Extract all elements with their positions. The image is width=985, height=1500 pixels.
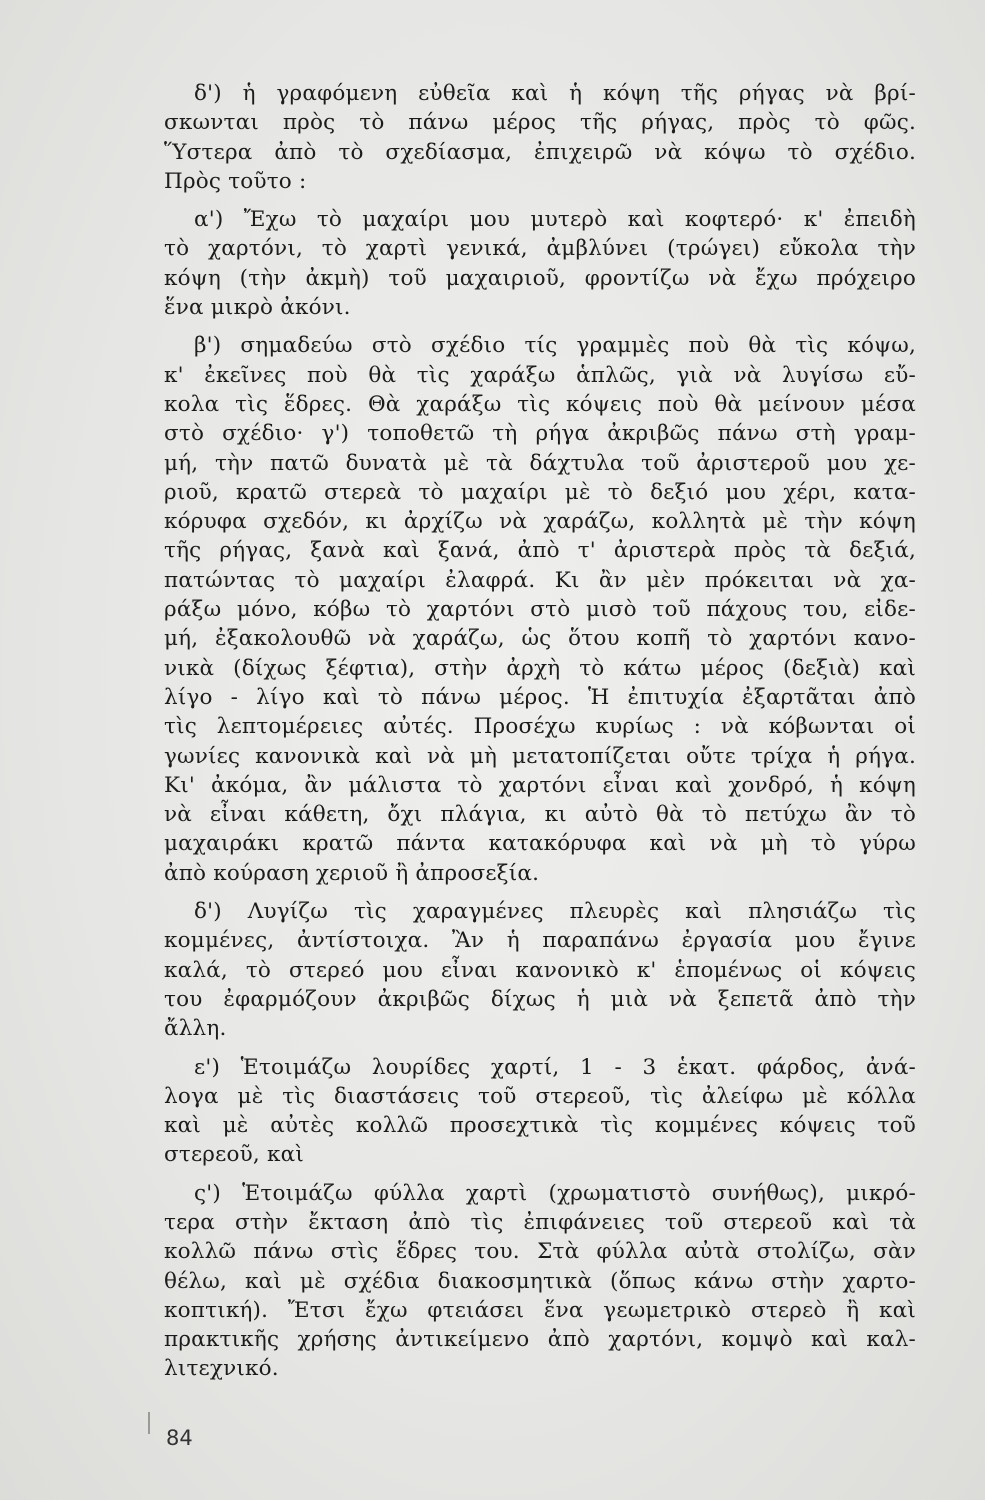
text-line: δ') Λυγίζω τὶς χαραγμένες πλευρὲς καὶ πλησιάζω τὶς [194,899,916,925]
text-line: γωνίες κανονικὰ καὶ νὰ μὴ μετατοπίζεται οὔτε τρίχα ἡ ρήγα. [164,743,916,769]
paragraph [164,1179,916,1384]
paragraph-gap [164,888,916,897]
text-line: ἀπὸ κούραση χεριοῦ ἢ ἀπροσεξία. [164,860,540,886]
paragraph-gap [164,1170,916,1179]
text-line: ἕνα μικρὸ ἀκόνι. [164,295,351,321]
text-line: κόρυφα σχεδόν, κι ἀρχίζω νὰ χαράζω, κολλητὰ μὲ τὴν κόψη [164,509,916,535]
page-number: 84 [166,1426,193,1450]
text-line: λογα μὲ τὶς διαστάσεις τοῦ στερεοῦ, τὶς ἀλείφω μὲ κόλλα [164,1083,916,1109]
text-line: Ὕστερα ἀπὸ τὸ σχεδίασμα, ἐπιχειρῶ νὰ κόψω τὸ σχέδιο. [164,139,916,165]
text-line: του ἐφαρμόζουν ἀκριβῶς δίχως ἡ μιὰ νὰ ξεπετᾶ ἀπὸ τὴν [164,986,916,1012]
paragraph [164,1053,916,1170]
text-line: ράξω μόνο, κόβω τὸ χαρτόνι στὸ μισὸ τοῦ πάχους του, εἰδε- [164,597,916,623]
paragraph [164,205,916,322]
text-line: καὶ μὲ αὐτὲς κολλῶ προσεχτικὰ τὶς κομμένες κόψεις τοῦ [164,1113,916,1139]
text-line: δ') ἡ γραφόμενη εὐθεῖα καὶ ἡ κόψη τῆς ρήγας νὰ βρί- [194,81,916,106]
text-line: α') Ἔχω τὸ μαχαίρι μου μυτερὸ καὶ κοφτερό· κ' ἐπειδὴ [194,207,916,233]
text-line: Κι' ἀκόμα, ἂν μάλιστα τὸ χαρτόνι εἶναι καὶ χονδρό, ἡ κόψη [164,772,916,798]
text-line: σκωνται πρὸς τὸ πάνω μέρος τῆς ρήγας, πρὸς τὸ φῶς. [164,110,916,136]
paragraph [164,897,916,1043]
margin-mark [148,1412,150,1434]
text-line: κολλῶ πάνω στὶς ἕδρες του. Στὰ φύλλα αὐτὰ στολίζω, σὰν [164,1239,916,1265]
text-line: στὸ σχέδιο· γ') τοποθετῶ τὴ ρήγα ἀκριβῶς πάνω στὴ γραμ- [164,421,916,447]
text-line: β') σημαδεύω στὸ σχέδιο τίς γραμμὲς ποὺ θὰ τὶς κόψω, [194,333,916,359]
text-line: ε') Ἑτοιμάζω λουρίδες χαρτί, 1 - 3 ἑκατ. φάρδος, ἀνά- [194,1054,916,1080]
text-line: κ' ἐκεῖνες ποὺ θὰ τὶς χαράξω ἁπλῶς, γιὰ νὰ λυγίσω εὔ- [164,362,916,388]
text-line: νικὰ (δίχως ξέφτια), στὴν ἀρχὴ τὸ κάτω μέρος (δεξιὰ) καὶ [164,655,916,681]
text-line: ἄλλη. [164,1016,227,1042]
text-line: πρακτικῆς χρήσης ἀντικείμενο ἀπὸ χαρτόνι, κομψὸ καὶ καλ- [164,1327,916,1353]
paragraph-gap [164,196,916,205]
text-line: μή, τὴν πατῶ δυνατὰ μὲ τὰ δάχτυλα τοῦ ἀριστεροῦ μου χε- [164,450,916,476]
paragraph-gap [164,322,916,331]
text-line: πατώντας τὸ μαχαίρι ἐλαφρά. Κι ἂν μὲν πρόκειται νὰ χα- [164,567,916,593]
paragraph [164,79,916,196]
text-line: θέλω, καὶ μὲ σχέδια διακοσμητικὰ (ὅπως κάνω στὴν χαρτο- [164,1268,916,1294]
text-line: ς') Ἑτοιμάζω φύλλα χαρτὶ (χρωματιστὸ συνήθως), μικρό- [194,1180,916,1206]
text-line: μαχαιράκι κρατῶ πάντα κατακόρυφα καὶ νὰ μὴ τὸ γύρω [164,831,916,857]
text-line: τῆς ρήγας, ξανὰ καὶ ξανά, ἀπὸ τ' ἀριστερὰ πρὸς τὰ δεξιά, [164,538,916,564]
paragraph [164,331,916,888]
text-line: λίγο - λίγο καὶ τὸ πάνω μέρος. Ἡ ἐπιτυχία ἐξαρτᾶται ἀπὸ [164,684,916,710]
text-line: ριοῦ, κρατῶ στερεὰ τὸ μαχαίρι μὲ τὸ δεξιό μου χέρι, κατα- [164,479,916,505]
text-line: μή, ἐξακολουθῶ νὰ χαράζω, ὡς ὅτου κοπῆ τὸ χαρτόνι κανο- [164,626,916,652]
text-line: τὶς λεπτομέρειες αὐτές. Προσέχω κυρίως : νὰ κόβωνται οἱ [164,714,916,740]
body-text [164,79,916,1384]
text-line: κόψη (τὴν ἀκμὴ) τοῦ μαχαιριοῦ, φροντίζω νὰ ἔχω πρόχειρο [164,265,916,291]
text-line: κολα τὶς ἕδρες. Θὰ χαράξω τὶς κόψεις ποὺ θὰ μείνουν μέσα [164,391,916,417]
text-line: λιτεχνικό. [164,1356,279,1382]
text-line: κομμένες, ἀντίστοιχα. Ἂν ἡ παραπάνω ἐργασία μου ἔγινε [164,928,916,954]
text-line: καλά, τὸ στερεό μου εἶναι κανονικὸ κ' ἑπομένως οἱ κόψεις [164,957,916,983]
text-line: κοπτική). Ἔτσι ἔχω φτειάσει ἕνα γεωμετρικὸ στερεὸ ἢ καὶ [164,1297,916,1323]
text-line: τὸ χαρτόνι, τὸ χαρτὶ γενικά, ἀμβλύνει (τρώγει) εὔκολα τὴν [164,236,916,262]
text-line: Πρὸς τοῦτο : [164,168,307,194]
text-line: τερα στὴν ἔκταση ἀπὸ τὶς ἐπιφάνειες τοῦ στερεοῦ καὶ τὰ [164,1209,916,1235]
paragraph-gap [164,1044,916,1053]
text-line: νὰ εἶναι κάθετη, ὄχι πλάγια, κι αὐτὸ θὰ τὸ πετύχω ἂν τὸ [164,802,916,828]
text-line: στερεοῦ, καὶ [164,1142,304,1168]
